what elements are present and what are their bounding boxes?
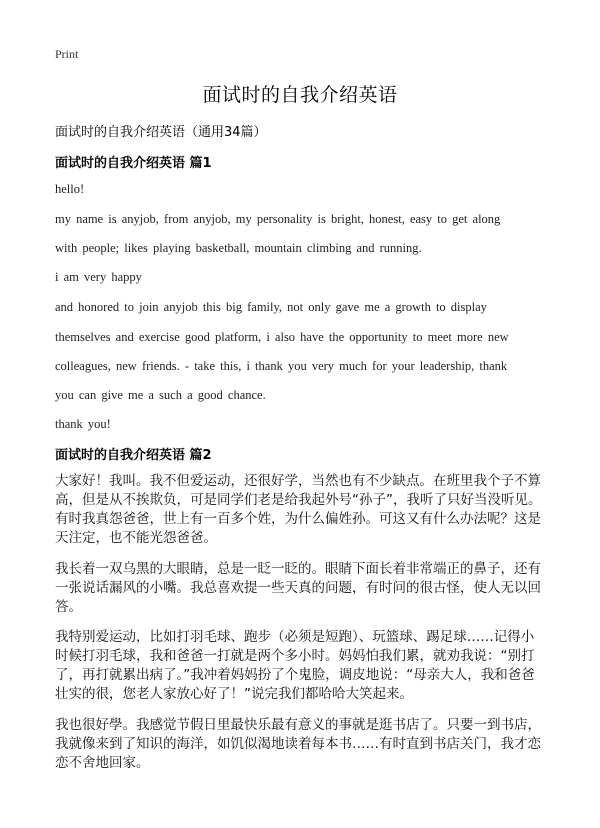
text-line: themselves and exercise good platform, i also have the opportunity to meet more new (55, 330, 509, 344)
text-line: my name is anyjob, from anyjob, my personality is bright, honest, easy to get along (55, 212, 501, 226)
page-title: 面试时的自我介绍英语 (202, 84, 398, 106)
text-line: with people; likes playing basketball, mountain climbing and running. (55, 241, 422, 255)
print-label: Print (55, 47, 79, 61)
text-line: you can give me a such a good chance. (55, 388, 266, 402)
paragraph (55, 628, 555, 704)
text-line: 了，再打就累出病了。”我冲着妈妈扮了个鬼脸，调皮地说：“母亲大人，我和爸爸 (55, 667, 535, 683)
paragraph (55, 560, 555, 617)
text-line: 我也很好學。我感觉节假日里最快乐最有意义的事就是逛书店了。只要一到书店， (55, 717, 541, 733)
text-line: 大家好！我叫。我不但爱运动，还很好学，当然也有不少缺点。在班里我个子不算 (55, 473, 541, 489)
text-line: hello! (55, 182, 85, 196)
text-line: 时候打羽毛球，我和爸爸一打就是两个多小时。妈妈怕我们累，就劝我说：“别打 (55, 648, 535, 664)
text-line: thank you! (55, 417, 111, 431)
text-line: colleagues, new friends. - take this, i thank you very much for your leadership, thank (55, 359, 508, 373)
section-heading-1: 面试时的自我介绍英语 篇1 (55, 156, 212, 171)
text-line: 我特别爱运动，比如打羽毛球、跑步（必须是短跑）、玩篮球、踢足球……记得小 (55, 629, 535, 645)
text-line: 壮实的很，您老人家放心好了！”说完我们都哈哈大笑起来。 (55, 686, 413, 702)
text-line: 我长着一双乌黑的大眼睛，总是一眨一眨的。眼睛下面长着非常端正的鼻子，还有 (55, 561, 541, 577)
text-line: i am very happy (55, 270, 142, 284)
text-line: 天注定，也不能光怨爸爸。 (55, 530, 217, 546)
text-line: and honored to join anyjob this big family, not only gave me a growth to display (55, 300, 487, 314)
text-line: 我就像来到了知识的海洋，如饥似渴地读着每本书……有时直到书店关门，我才恋 (55, 736, 541, 752)
paragraph (55, 716, 555, 773)
text-line: 高，但是从不挨欺负，可是同学们老是给我起外号“孙子”，我听了只好当没听见。 (55, 492, 542, 508)
text-line: 恋不舍地回家。 (55, 755, 150, 771)
text-line: 答。 (55, 599, 82, 615)
text-line: 有时我真怨爸爸，世上有一百多个姓，为什么偏姓孙。可这又有什么办法呢？这是 (55, 511, 541, 527)
document-subtitle: 面试时的自我介绍英语（通用34篇） (55, 125, 267, 140)
text-line: 一张说话漏风的小嘴。我总喜欢提一些天真的问题，有时问的很古怪，使人无以回 (55, 580, 541, 596)
section-heading-2: 面试时的自我介绍英语 篇2 (55, 448, 212, 463)
paragraph (55, 472, 555, 548)
